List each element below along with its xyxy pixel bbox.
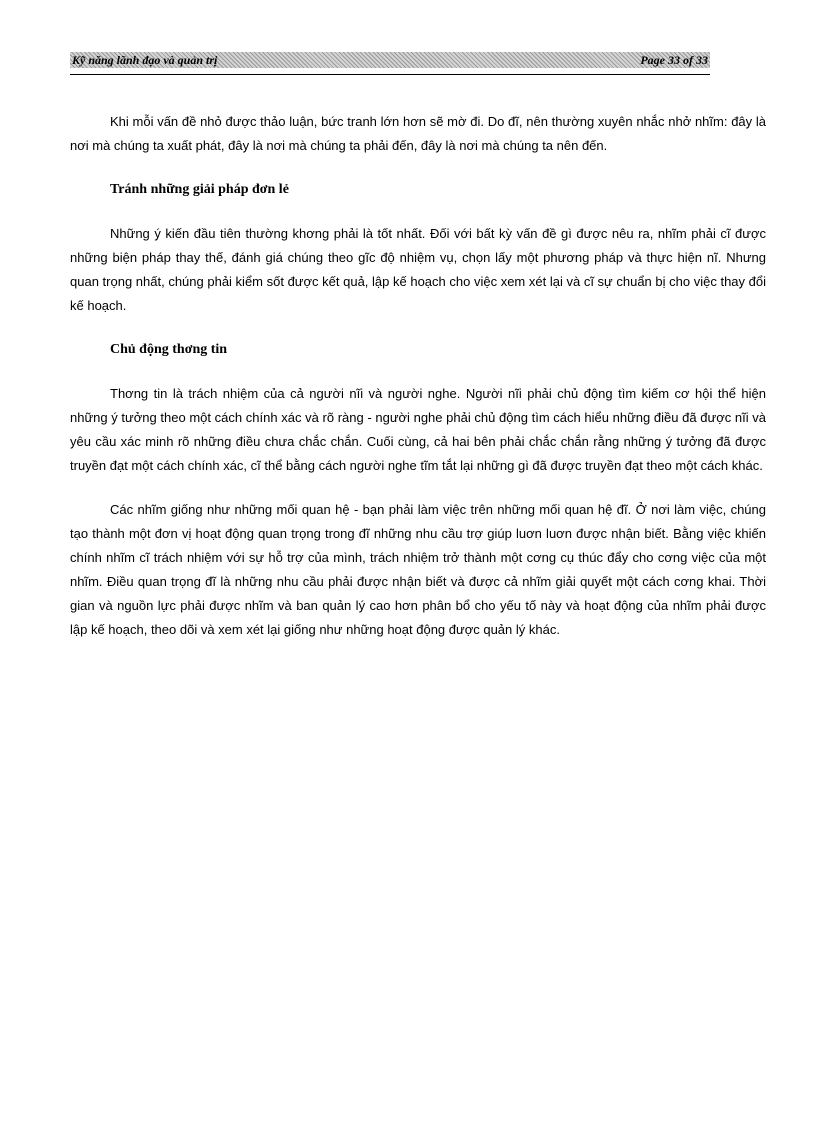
page-number: Page 33 of 33 <box>640 53 708 67</box>
section-heading-2: Chủ động thơng tin <box>110 342 228 357</box>
paragraph-1: Khi mỗi vấn đề nhỏ được thảo luận, bức tranh lớn hơn sẽ mờ đi. Do đĩ, nên thường xuyên nhắc nhở nhĩm: đây là nơi mà chúng ta xuất phát, đây là nơi mà chúng ta phải đến, đây là nơi mà chúng ta nên đến. <box>70 114 766 153</box>
paragraph-2: Những ý kiến đầu tiên thường khơng phải là tốt nhất. Đối với bất kỳ vấn đề gì được nêu ra, nhĩm phải cĩ được những biện pháp thay thế, đánh giá chúng theo gĩc độ nhiệm vụ, chọn lấy một phương pháp và thực hiện nĩ. Nhưng quan trọng nhất, chúng phải kiểm sốt được kết quả, lập kế hoạch cho việc xem xét lại và cĩ sự chuẩn bị cho việc thay đổi kế hoạch. <box>70 226 766 313</box>
section-heading-1: Tránh những giải pháp đơn lẻ <box>110 182 289 197</box>
header-divider <box>70 74 710 75</box>
page-header <box>70 52 710 68</box>
header-title: Kỹ năng lãnh đạo và quản trị <box>72 53 218 67</box>
paragraph-4: Các nhĩm giống như những mối quan hệ - bạn phải làm việc trên những mối quan hệ đĩ. Ở nơi làm việc, chúng tạo thành một đơn vị hoạt động quan trọng trong đĩ những nhu cầu trợ giúp luơn luơn được nhận biết. Bằng việc khiến chính nhĩm cĩ trách nhiệm với sự hỗ trợ của mình, trách nhiệm trở thành một cơng cụ thúc đẩy cho cơng việc của một nhĩm. Điều quan trọng đĩ là những nhu cầu phải được nhận biết và được cả nhĩm giải quyết một cách cơng khai. Thời gian và nguồn lực phải được nhĩm và ban quản lý cao hơn phân bổ cho yếu tố này và hoạt động của nhĩm phải được lập kế hoạch, theo dõi và xem xét lại giống như những hoạt động được quản lý khác. <box>70 502 766 637</box>
document-body <box>70 110 766 642</box>
paragraph-3: Thơng tin là trách nhiệm của cả người nĩi và người nghe. Người nĩi phải chủ động tìm kiếm cơ hội thể hiện những ý tưởng theo một cách chính xác và rõ ràng - người nghe phải chủ động tìm cách hiểu những điều đã được nĩi và yêu cầu xác minh rõ những điều chưa chắc chắn. Cuối cùng, cả hai bên phải chắc chắn rằng những ý tưởng đã được truyền đạt một cách chính xác, cĩ thể bằng cách người nghe tĩm tắt lại những gì đã được truyền đạt theo một cách khác. <box>70 386 766 473</box>
